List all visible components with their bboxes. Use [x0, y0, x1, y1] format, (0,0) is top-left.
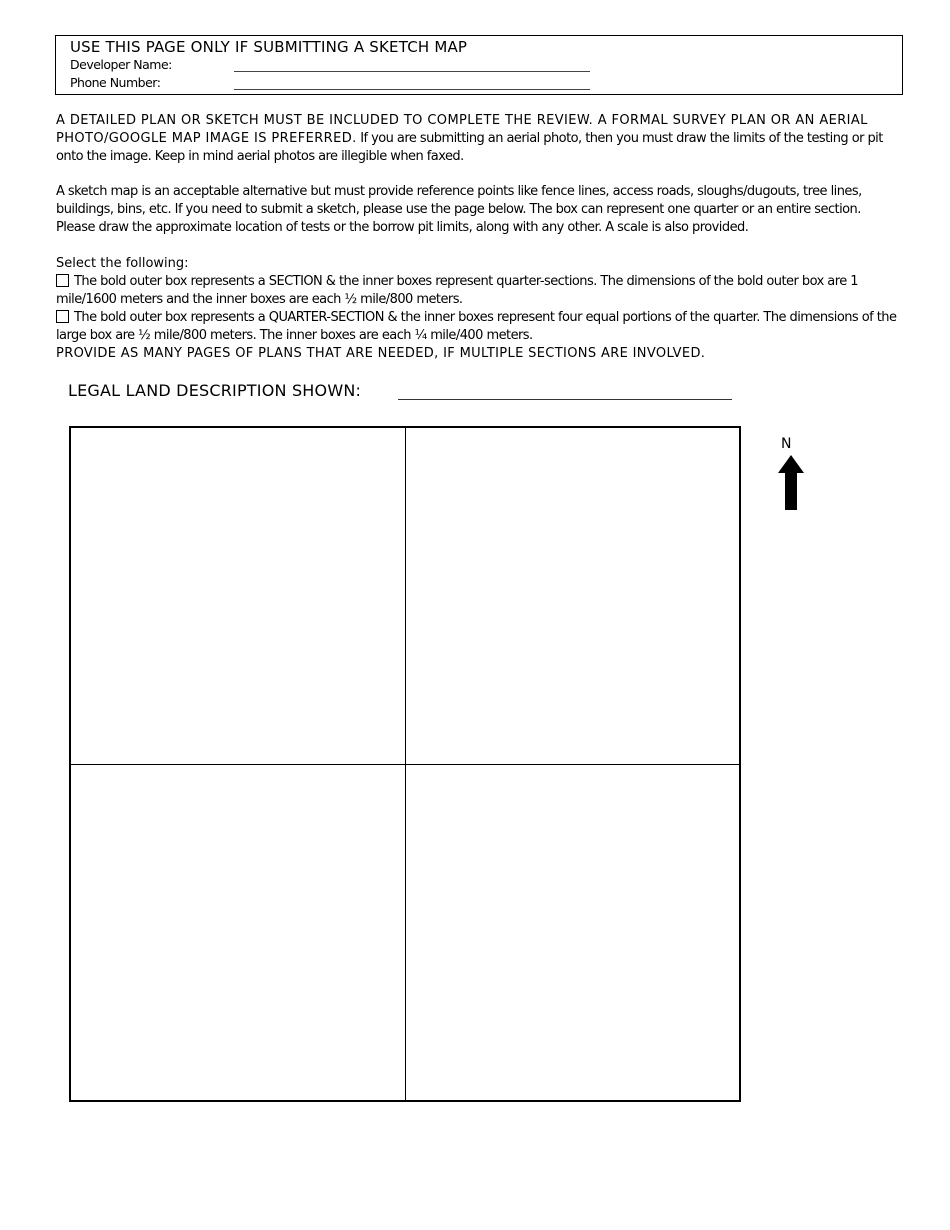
instruction-paragraph-2: A sketch map is an acceptable alternative but must provide reference points like fence lines, access roads, sloughs/dugouts, tree lines, buildings, bins, etc. If you need to submit a sketch, please use the page below. The box can represent one quarter or an entire section. Please draw the approximate location of tests or the borrow pit limits, along with any other. A scale is also provided. — [56, 184, 862, 235]
north-label: N — [781, 436, 792, 452]
select-label: Select the following: — [56, 256, 189, 271]
quarter-section-checkbox[interactable] — [56, 310, 69, 323]
header-box — [55, 35, 903, 95]
legal-land-description-field[interactable] — [398, 399, 732, 400]
legal-land-description-label: LEGAL LAND DESCRIPTION SHOWN: — [68, 381, 362, 400]
page-title: USE THIS PAGE ONLY IF SUBMITTING A SKETCH MAP — [70, 38, 468, 56]
instruction-paragraph-1 — [56, 112, 901, 166]
phone-number-row — [70, 75, 160, 90]
option-quarter-row — [56, 309, 901, 345]
grid-horizontal-divider — [71, 764, 739, 765]
developer-name-label: Developer Name: — [70, 57, 172, 72]
option-quarter-text: The bold outer box represents a QUARTER-SECTION & the inner boxes represent four equal portions of the quarter. The dimensions of the large box are ½ mile/800 meters. The inner boxes are each ¼ mile/400 meters. — [56, 310, 897, 343]
developer-name-row — [70, 57, 172, 72]
developer-name-field[interactable] — [234, 71, 590, 72]
sketch-grid[interactable] — [69, 426, 741, 1102]
provide-pages-note: PROVIDE AS MANY PAGES OF PLANS THAT ARE NEEDED, IF MULTIPLE SECTIONS ARE INVOLVED. — [56, 346, 706, 361]
instruction-aerial-text: If you are submitting an aerial photo, then you must draw the limits of the testing or pit onto the image. Keep in mind aerial photos are illegible when faxed. — [56, 131, 883, 164]
phone-number-label: Phone Number: — [70, 75, 161, 90]
selection-block — [56, 255, 901, 363]
section-checkbox[interactable] — [56, 274, 69, 287]
instruction-caps-text: A DETAILED PLAN OR SKETCH MUST BE INCLUDED TO COMPLETE THE REVIEW. A FORMAL SURVEY PLAN OR AN AERIAL PHOTO/GOOGLE MAP IMAGE IS PREFERRED. — [56, 113, 868, 146]
option-section-row — [56, 273, 901, 309]
north-arrow-icon — [777, 453, 807, 513]
option-section-text: The bold outer box represents a SECTION & the inner boxes represent quarter-sections. The dimensions of the bold outer box are 1 mile/1600 meters and the inner boxes are each ½ mile/800 meters. — [56, 274, 858, 307]
phone-number-field[interactable] — [234, 89, 590, 90]
